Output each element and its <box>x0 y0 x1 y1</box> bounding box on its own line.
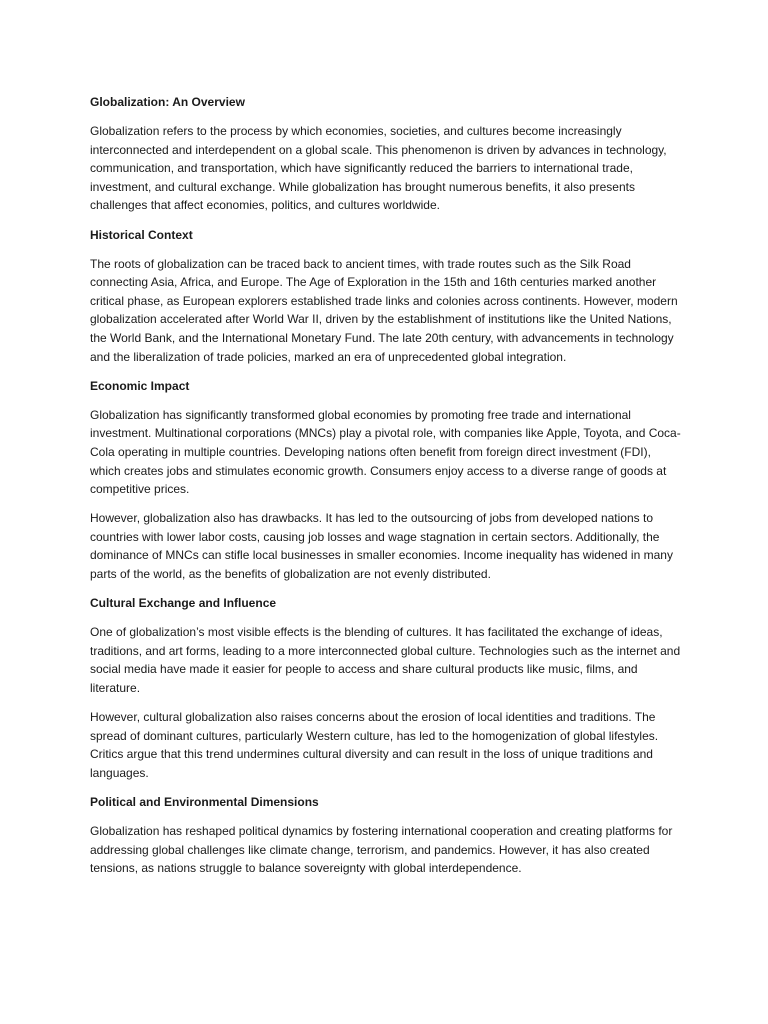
section-paragraph: Globalization has reshaped political dynamics by fostering international cooperation and creating platforms for addressing global challenges like climate change, terrorism, and pandemics. However, it has also created tensions, as nations struggle to balance sovereignty with global interdependence. <box>90 824 673 876</box>
section-paragraph: The roots of globalization can be traced back to ancient times, with trade routes such as the Silk Road connecting Asia, Africa, and Europe. The Age of Exploration in the 15th and 16th centuries marked another critical phase, as European explorers established trade links and colonies across continents. However, modern globalization accelerated after World War II, driven by the establishment of institutions like the United Nations, the World Bank, and the International Monetary Fund. The late 20th century, with advancements in technology and the liberalization of trade policies, marked an era of unprecedented global integration. <box>90 256 678 364</box>
section-paragraph: However, cultural globalization also raises concerns about the erosion of local identities and traditions. The spread of dominant cultures, particularly Western culture, has led to the homogenization of global lifestyles. Critics argue that this trend undermines cultural diversity and can result in the loss of unique traditions and languages. <box>90 710 659 780</box>
section-paragraph: However, globalization also has drawbacks. It has led to the outsourcing of jobs from developed nations to countries with lower labor costs, causing job losses and wage stagnation in certain sectors. Additionally, the dominance of MNCs can stifle local businesses in smaller economies. Income inequality has widened in many parts of the world, as the benefits of globalization are not evenly distributed. <box>90 511 673 582</box>
section-historical-context <box>90 226 682 367</box>
section-heading: Historical Context <box>90 227 193 242</box>
section-heading: Economic Impact <box>90 378 190 393</box>
section-economic-impact <box>90 377 682 584</box>
document-title: Globalization: An Overview <box>90 95 245 109</box>
section-paragraph: One of globalization’s most visible effects is the blending of cultures. It has facilitated the exchange of ideas, traditions, and art forms, leading to a more interconnected global culture. Technologies such as the internet and social media have made it easier for people to access and share cultural products like music, films, and literature. <box>90 625 681 696</box>
section-paragraph: Globalization has significantly transformed global economies by promoting free trade and international investment. Multinational corporations (MNCs) play a pivotal role, with companies like Apple, Toyota, and Coca-Cola operating in multiple countries. Developing nations often benefit from foreign direct investment (FDI), which creates jobs and stimulates economic growth. Consumers enjoy access to a diverse range of goods at competitive prices. <box>90 407 681 497</box>
section-heading: Cultural Exchange and Influence <box>90 596 277 611</box>
section-political-environmental <box>90 793 682 878</box>
section-heading: Political and Environmental Dimensions <box>90 795 319 809</box>
section-cultural-exchange <box>90 594 682 782</box>
document-page <box>90 93 682 888</box>
intro-paragraph: Globalization refers to the process by which economies, societies, and cultures become increasingly interconnected and interdependent on a global scale. This phenomenon is driven by advances in technology, communication, and transportation, which have significantly reduced the barriers to international trade, investment, and cultural exchange. While globalization has brought numerous benefits, it also presents challenges that affect economies, politics, and cultures worldwide. <box>90 124 667 213</box>
